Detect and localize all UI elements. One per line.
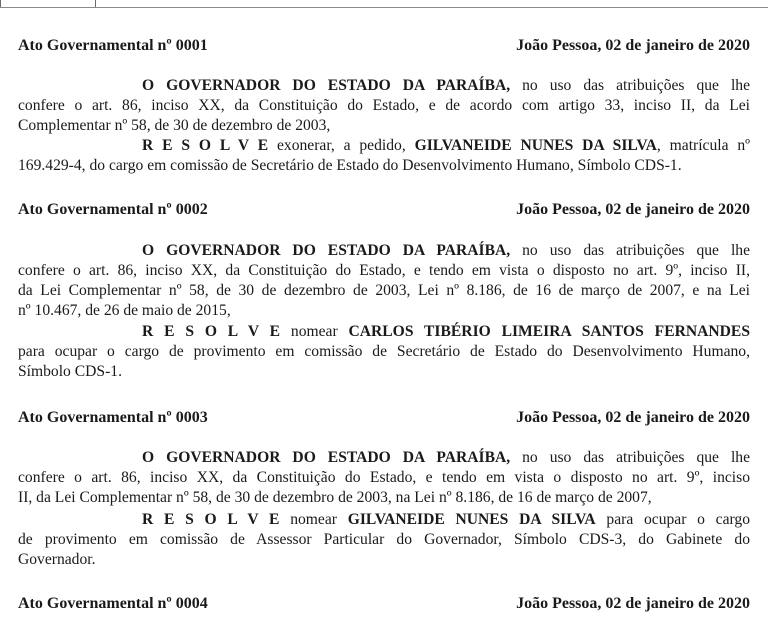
- act-resolve-paragraph: R E S O L V E exonerar, a pedido, GILVANEIDE NUNES DA SILVA, matrícula nº 169.429-4, do cargo em comissão de Secretário de Estado do Desenvolvimento Humano, Símbolo CDS-1.: [18, 137, 750, 174]
- person-name: GILVANEIDE NUNES DA SILVA: [414, 137, 657, 154]
- act-header: [18, 201, 750, 219]
- act-title: Ato Governamental nº 0004: [18, 595, 208, 612]
- act-date: João Pessoa, 02 de janeiro de 2020: [516, 409, 750, 426]
- act-title: Ato Governamental nº 0003: [18, 409, 208, 426]
- person-name: GILVANEIDE NUNES DA SILVA: [347, 511, 596, 528]
- act-intro-paragraph: O GOVERNADOR DO ESTADO DA PARAÍBA, no uso das atribuições que lhe confere o art. 86, inciso XX, da Constituição do Estado, e de acordo com artigo 33, inciso II, da Lei Complementar nº 58, de 30 de dezembro de 2003,: [18, 77, 751, 134]
- act-resolve-paragraph: R E S O L V E nomear CARLOS TIBÉRIO LIMEIRA SANTOS FERNANDES para ocupar o cargo de provimento em comissão de Secretário de Estado do Desenvolvimento Humano, Símbolo CDS-1.: [18, 323, 750, 380]
- act-title: Ato Governamental nº 0001: [18, 37, 208, 54]
- act-header: [18, 409, 750, 427]
- act-resolve-paragraph: R E S O L V E nomear GILVANEIDE NUNES DA SILVA para ocupar o cargo de provimento em comissão de Assessor Particular do Governador, Símbolo CDS-3, do Gabinete do Governador.: [18, 511, 750, 568]
- act-date: João Pessoa, 02 de janeiro de 2020: [516, 595, 750, 612]
- person-name: CARLOS TIBÉRIO LIMEIRA SANTOS FERNANDES: [348, 323, 750, 340]
- governor-lead: O GOVERNADOR DO ESTADO DA PARAÍBA,: [142, 77, 511, 94]
- resolve-keyword: R E S O L V E: [142, 511, 280, 528]
- act-header: [18, 37, 750, 55]
- act-header: [18, 595, 750, 613]
- act-intro-paragraph: O GOVERNADOR DO ESTADO DA PARAÍBA, no uso das atribuições que lhe confere o art. 86, inciso XX, da Constituição do Estado, e tendo em vista o disposto no art. 9º, inciso II, da Lei Complementar nº 58, de 30 de dezembro de 2003, na Lei nº 8.186, de 16 de março de 2007,: [18, 449, 751, 506]
- governor-lead: O GOVERNADOR DO ESTADO DA PARAÍBA,: [142, 449, 511, 466]
- act-date: João Pessoa, 02 de janeiro de 2020: [516, 37, 750, 54]
- act-date: João Pessoa, 02 de janeiro de 2020: [516, 201, 750, 218]
- act-title: Ato Governamental nº 0002: [18, 201, 208, 218]
- act-intro-paragraph: O GOVERNADOR DO ESTADO DA PARAÍBA, no uso das atribuições que lhe confere o art. 86, inciso XX, da Constituição do Estado, e tendo em vista o disposto no art. 9º, inciso II, da Lei Complementar nº 58, de 30 de dezembro de 2003, Lei nº 8.186, de 16 de março de 2007, e na Lei nº 10.467, de 26 de maio de 2015,: [18, 242, 751, 319]
- resolve-keyword: R E S O L V E: [142, 323, 281, 340]
- governor-lead: O GOVERNADOR DO ESTADO DA PARAÍBA,: [142, 242, 511, 259]
- resolve-keyword: R E S O L V E: [142, 137, 269, 154]
